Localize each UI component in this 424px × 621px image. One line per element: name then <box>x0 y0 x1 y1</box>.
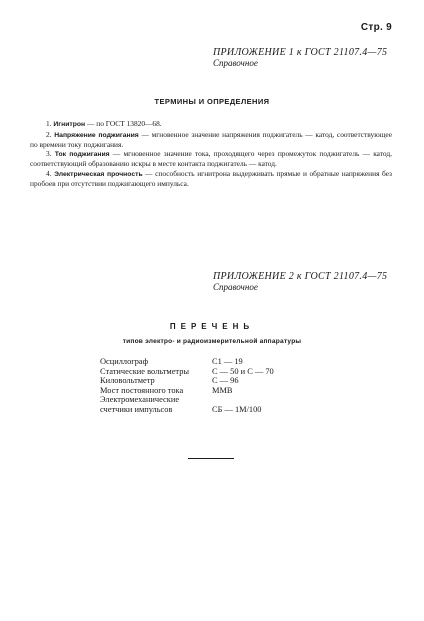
device-name: Осциллограф <box>100 357 149 366</box>
term-item <box>30 170 392 189</box>
appendix-2-subtitle: Справочное <box>213 282 258 292</box>
device-type-code: С — 50 и С — 70 <box>212 366 274 376</box>
device-type-code: С — 96 <box>212 376 239 386</box>
list-item <box>100 395 340 405</box>
list-heading: ПЕРЕЧЕНЬ <box>169 322 255 331</box>
device-list <box>100 357 340 415</box>
term-number: 3. <box>46 149 52 159</box>
term-number: 4. <box>46 168 52 178</box>
device-name: Киловольтметр <box>100 376 155 386</box>
list-item <box>100 405 340 415</box>
term-number: 1. <box>46 119 52 128</box>
page-number: Стр. 9 <box>360 22 392 33</box>
term-name: Ток поджигания <box>54 151 110 159</box>
list-item <box>100 357 340 367</box>
term-item <box>30 120 392 130</box>
term-name: Электрическая прочность <box>54 170 143 178</box>
terms-list <box>30 120 392 190</box>
device-type-code: СБ — 1М/100 <box>212 404 262 414</box>
device-name: счетчики импульсов <box>100 404 173 414</box>
appendix-2-header <box>213 271 387 293</box>
term-item <box>30 150 392 169</box>
end-divider <box>188 458 234 459</box>
device-type-code: ММВ <box>212 385 233 395</box>
appendix-2-title: ПРИЛОЖЕНИЕ 2 к ГОСТ 21107.4—75 <box>213 271 388 282</box>
appendix-1-subtitle: Справочное <box>213 58 258 68</box>
term-name: Напряжение поджигания <box>54 131 139 139</box>
device-name: Статические вольтметры <box>100 366 190 376</box>
appendix-1-header <box>213 47 387 69</box>
term-name: Игнитрон <box>53 121 86 128</box>
term-definition: — мгновенное значение напряжения поджигатель — катод, соответствующее по времени току поджигания. <box>30 129 392 149</box>
device-type-code: С1 — 19 <box>212 357 243 366</box>
term-definition: — мгновенное значение тока, проходящего через промежуток поджигатель — катод, соответствующий образованию искры в месте контакта поджигатель — катод. <box>30 149 392 169</box>
term-number: 2. <box>46 129 52 139</box>
list-item <box>100 367 340 377</box>
term-item <box>30 131 392 150</box>
list-item <box>100 386 340 396</box>
device-name: Электромеханические <box>100 395 180 405</box>
device-name: Мост постоянного тока <box>100 385 184 395</box>
appendix-1-title: ПРИЛОЖЕНИЕ 1 к ГОСТ 21107.4—75 <box>213 47 388 58</box>
list-subheading: типов электро- и радиоизмерительной аппаратуры <box>122 338 302 345</box>
terms-heading: ТЕРМИНЫ И ОПРЕДЕЛЕНИЯ <box>154 97 270 106</box>
list-item <box>100 376 340 386</box>
term-definition: — способность игнитрона выдерживать прямые и обратные напряжения без пробоев при отсутствии поджигающего импульса. <box>30 168 392 188</box>
term-definition: — по ГОСТ 13820—68. <box>85 119 162 128</box>
